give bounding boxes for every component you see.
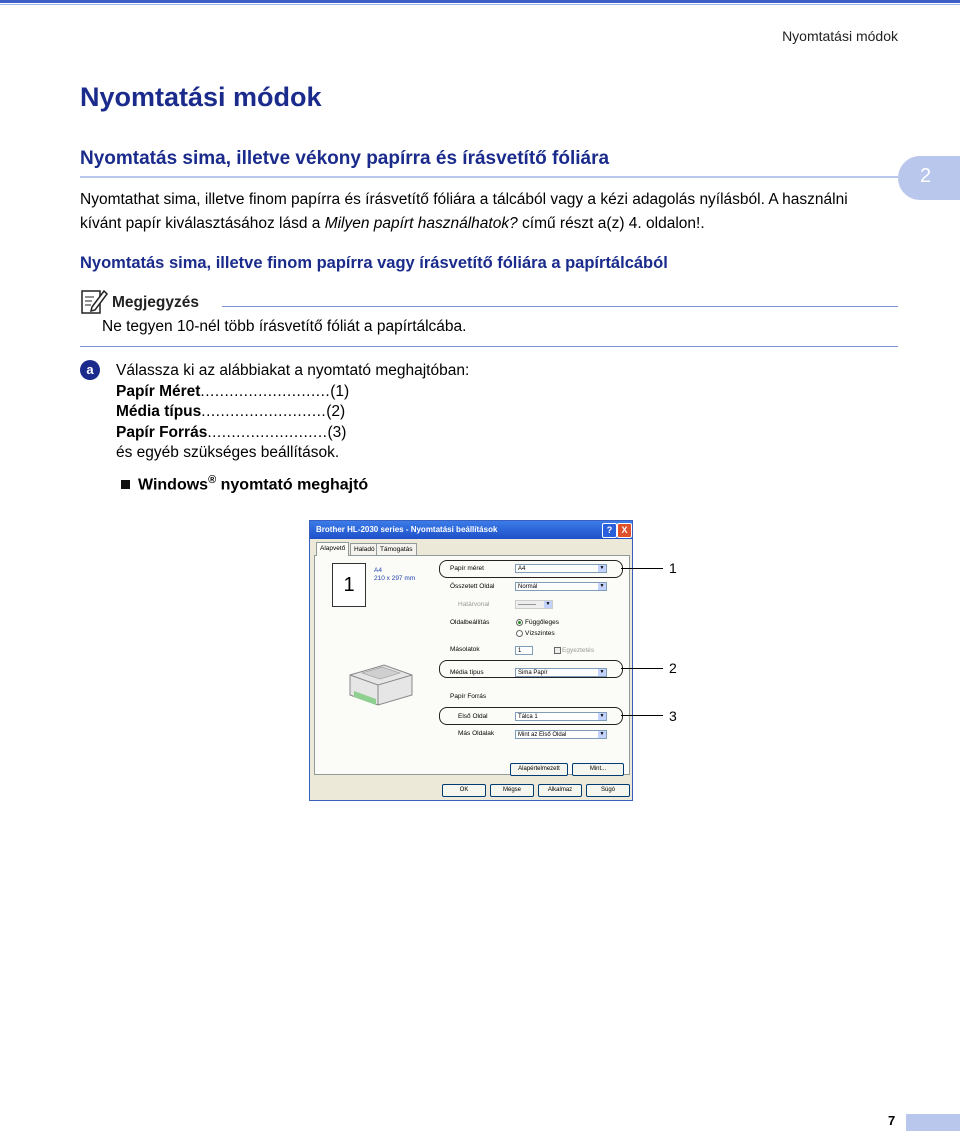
other-pages-value: Mint az Első Oldal (518, 732, 567, 738)
section-heading: Nyomtatás sima, illetve vékony papírra és írásvetítő fóliára (80, 148, 610, 169)
dropdown-arrow-icon: ▼ (599, 565, 605, 571)
tab-advanced[interactable]: Haladó (350, 543, 379, 556)
copies-label: Másolatok (450, 646, 480, 653)
printer-image-icon (344, 659, 416, 709)
square-bullet-icon (121, 480, 130, 489)
chapter-tab (898, 156, 960, 200)
step-item-dots: ........................... (200, 382, 331, 400)
callout-number: 3 (669, 708, 677, 724)
note-text: Ne tegyen 10-nél több írásvetítő fóliát a papírtálcába. (102, 318, 467, 335)
border-label: Határvonal (458, 601, 490, 608)
step-text (116, 361, 469, 464)
dropdown-arrow-icon: ▼ (599, 669, 605, 675)
ok-button[interactable]: OK (442, 784, 486, 797)
media-type-value: Sima Papír (518, 670, 548, 676)
multipage-select[interactable] (515, 582, 607, 591)
callout-oval-paper-source (439, 707, 623, 725)
callout-line (621, 668, 663, 669)
close-title-button[interactable]: X (617, 523, 632, 538)
paper-size-label: Papír méret (450, 565, 484, 572)
step-item-ref: (2) (326, 403, 346, 420)
subsection-heading: Nyomtatás sima, illetve finom papírra vagy írásvetítő fóliára a papírtálcából (80, 254, 668, 272)
orientation-label: Oldalbeállítás (450, 619, 490, 626)
top-rule (0, 0, 960, 3)
step-item-ref: (3) (327, 423, 347, 441)
paper-size-value: A4 (518, 566, 526, 572)
paper-info (374, 567, 415, 583)
dialog-title: Brother HL-2030 series - Nyomtatási beállítások (316, 525, 498, 534)
windows-heading-text: Windows (138, 476, 209, 494)
collate-label: Egyeztetés (562, 647, 595, 654)
intro-text: Nyomtathat sima, illetve finom papírra és írásvetítő fóliára a tálcából vagy a kézi adagolás nyílásból. A használni kívánt papír kiválasztásához lásd a (80, 191, 848, 232)
portrait-radio[interactable] (516, 619, 523, 626)
help-title-button[interactable]: ? (602, 523, 617, 538)
step-item-label: Papír Méret (116, 382, 201, 400)
paper-info-size: A4 (374, 567, 382, 574)
callout-line (621, 715, 663, 716)
collate-checkbox (554, 647, 561, 654)
landscape-label: Vízszintes (525, 630, 555, 637)
first-page-label: Első Oldal (458, 713, 488, 720)
callout-line (621, 568, 663, 569)
border-value: --------- (518, 602, 536, 608)
dialog-titlebar (310, 521, 632, 539)
callout-number: 1 (669, 560, 677, 576)
note-pencil-icon (80, 287, 108, 315)
windows-heading (138, 474, 368, 494)
page-number: 7 (888, 1113, 896, 1128)
apply-button[interactable]: Alkalmaz (538, 784, 582, 797)
step-item (116, 423, 469, 444)
dropdown-arrow-icon: ▼ (599, 713, 605, 719)
intro-link[interactable]: Milyen papírt használhatok? (324, 215, 518, 232)
step-item-dots: ......................... (207, 423, 328, 441)
step-item-dots: .......................... (201, 403, 327, 420)
border-select (515, 600, 553, 609)
step-outro: és egyéb szükséges beállítások. (116, 444, 340, 461)
paper-source-group: Papír Forrás (450, 693, 487, 700)
tab-basic[interactable]: Alapvető (316, 542, 349, 556)
copies-stepper[interactable] (515, 646, 533, 655)
first-page-value: Tálca 1 (518, 714, 538, 720)
step-item (116, 382, 469, 403)
registered-mark: ® (208, 474, 217, 486)
cancel-button[interactable]: Mégse (490, 784, 534, 797)
intro-text-end: című részt a(z) 4. oldalon!. (517, 215, 705, 232)
landscape-radio[interactable] (516, 630, 523, 637)
note-rule-top (222, 306, 898, 307)
step-intro: Válassza ki az alábbiakat a nyomtató meghajtóban: (116, 362, 470, 379)
about-button[interactable]: Mint... (572, 763, 624, 776)
note-title: Megjegyzés (112, 294, 200, 311)
callout-oval-media-type (439, 660, 623, 678)
page-title: Nyomtatási módok (80, 82, 322, 112)
multipage-label: Összetett Oldal (450, 583, 495, 590)
copies-value: 1 (518, 648, 522, 654)
callout-number: 2 (669, 660, 677, 676)
multipage-value: Normál (518, 584, 538, 590)
dropdown-arrow-icon: ▼ (599, 731, 605, 737)
step-item-label: Média típus (116, 403, 202, 420)
top-rule-thin (0, 4, 960, 5)
step-item-label: Papír Forrás (116, 423, 208, 441)
footer-bar (906, 1114, 960, 1131)
tab-support[interactable]: Támogatás (376, 543, 417, 556)
step-bullet: a (80, 360, 100, 380)
step-item-ref: (1) (330, 382, 350, 400)
intro-paragraph (80, 188, 880, 236)
chapter-number: 2 (920, 165, 932, 187)
portrait-label: Függőleges (525, 619, 559, 626)
other-pages-select[interactable] (515, 730, 607, 739)
running-header: Nyomtatási módok (782, 28, 898, 44)
dropdown-arrow-icon: ▼ (599, 583, 605, 589)
help-button[interactable]: Súgó (586, 784, 630, 797)
note-rule-bottom (80, 346, 898, 347)
media-type-label: Média típus (450, 669, 484, 676)
other-pages-label: Más Oldalak (458, 730, 495, 737)
paper-info-dims: 210 x 297 mm (374, 575, 416, 582)
dropdown-arrow-icon: ▼ (545, 601, 551, 607)
callout-oval-paper-size (439, 560, 623, 578)
step-item (116, 402, 469, 423)
section-rule (80, 176, 898, 178)
windows-heading-rest: nyomtató meghajtó (216, 476, 369, 494)
defaults-button[interactable]: Alapértelmezett (510, 763, 568, 776)
page-preview-icon: 1 (332, 563, 366, 607)
